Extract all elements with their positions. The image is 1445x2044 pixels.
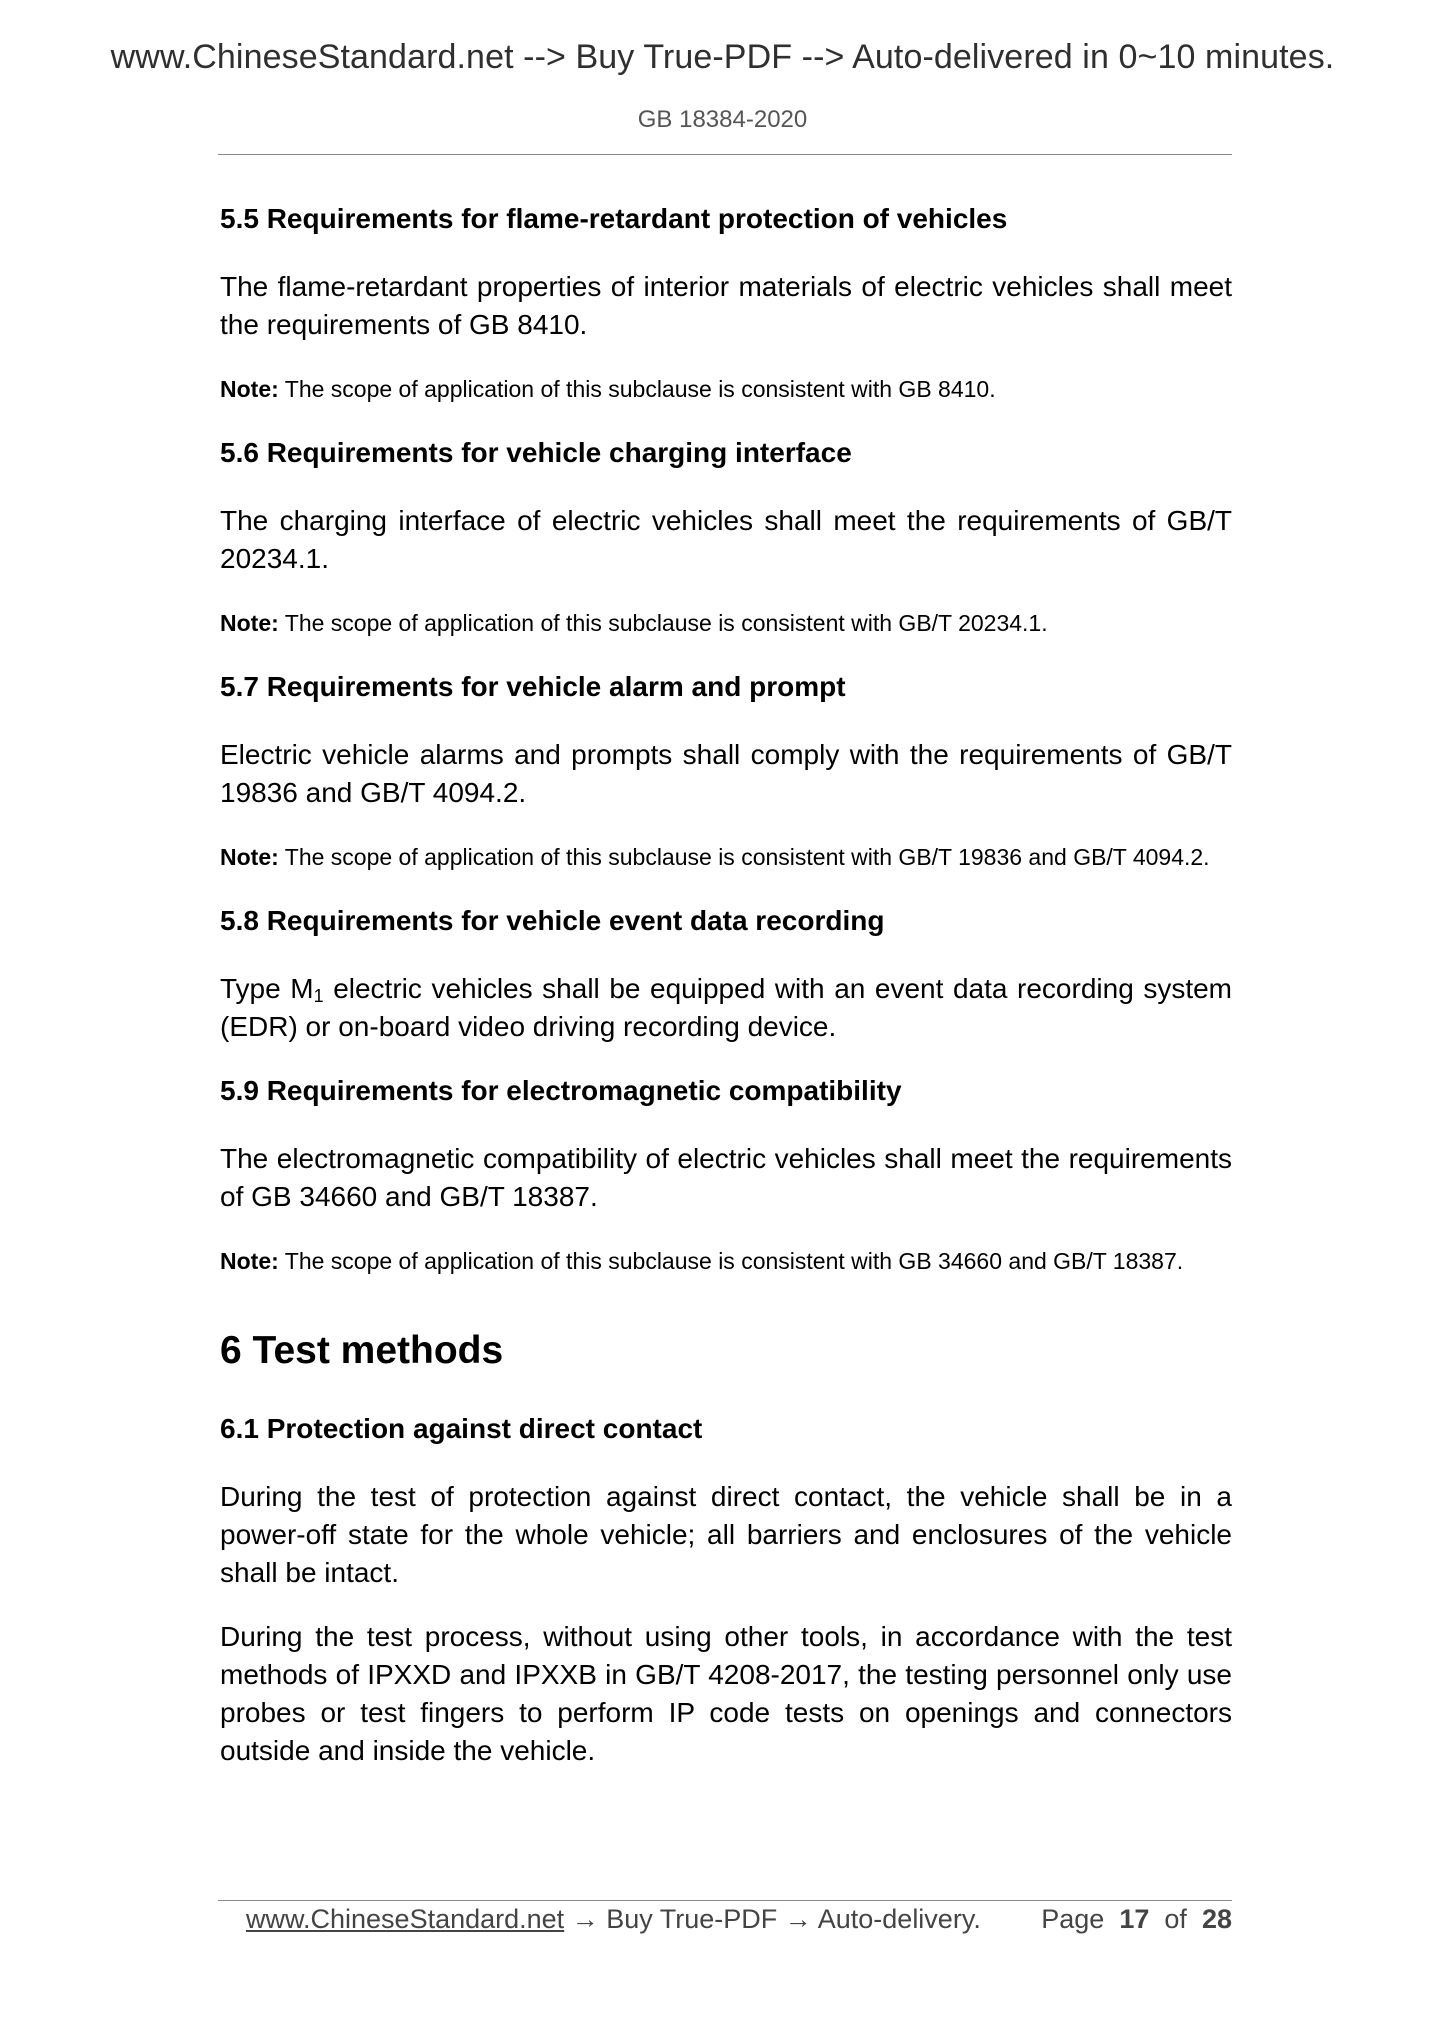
document-code: GB 18384-2020 [637,106,808,133]
paragraph-6-1-a: During the test of protection against direct contact, the vehicle shall be in a power-off state for the whole vehicle; all barriers and enclosures of the vehicle shall be intact. [220,1481,1232,1588]
footer-divider [218,1900,1232,1901]
heading-5-5: 5.5 Requirements for flame-retardant protection of vehicles [220,203,1008,234]
paragraph-5-8-text: electric vehicles shall be equipped with an event data recording system (EDR) or on-board video driving recording device. [220,973,1233,1042]
current-page-number: 17 [1119,1904,1150,1934]
paragraph-5-9: The electromagnetic compatibility of electric vehicles shall meet the requirements of GB 34660 and GB/T 18387. [220,1143,1232,1212]
footer-site-link[interactable]: www.ChineseStandard.net [246,1904,565,1934]
paragraph-6-1-b: During the test process, without using other tools, in accordance with the test methods of IPXXD and IPXXB in GB/T 4208-2017, the testing personnel only use probes or test fingers to perform IP code tests on openings and connectors outside and inside the vehicle. [220,1621,1232,1766]
document-body [220,200,1232,1796]
note-text: The scope of application of this subclause is consistent with GB 8410. [284,376,996,402]
vehicle-type-text: Type M [220,973,314,1004]
footer-promo [246,1904,981,1935]
note-label: Note: [220,1248,279,1274]
note-label: Note: [220,610,279,636]
note-5-9 [220,1242,1232,1280]
header-divider [218,154,1232,155]
heading-5-8: 5.8 Requirements for vehicle event data recording [220,905,885,936]
of-label: of [1164,1904,1187,1934]
site-banner: www.ChineseStandard.net --> Buy True-PDF --> Auto-delivered in 0~10 minutes. [110,38,1335,76]
total-pages-number: 28 [1201,1904,1232,1934]
footer-promo-text: → Buy True-PDF → Auto-delivery. [564,1904,981,1934]
note-5-5 [220,370,1232,408]
note-5-6 [220,604,1232,642]
heading-6-1: 6.1 Protection against direct contact [220,1413,703,1444]
heading-5-9: 5.9 Requirements for electromagnetic compatibility [220,1075,902,1106]
page-label: Page [1041,1904,1105,1934]
note-5-7 [220,838,1232,876]
paragraph-5-6: The charging interface of electric vehicles shall meet the requirements of GB/T 20234.1. [220,505,1232,574]
note-label: Note: [220,844,279,870]
note-label: Note: [220,376,279,402]
vehicle-type-subscript: 1 [313,986,324,1006]
note-text: The scope of application of this subclause is consistent with GB 34660 and GB/T 18387. [284,1248,1184,1274]
page-indicator [1041,1904,1232,1935]
heading-5-7: 5.7 Requirements for vehicle alarm and prompt [220,671,846,702]
heading-5-6: 5.6 Requirements for vehicle charging interface [220,437,852,468]
heading-6: 6 Test methods [220,1329,504,1372]
paragraph-5-8 [220,970,1232,1046]
paragraph-5-5: The flame-retardant properties of interior materials of electric vehicles shall meet the requirements of GB 8410. [220,271,1232,340]
note-text: The scope of application of this subclause is consistent with GB/T 19836 and GB/T 4094.2. [284,844,1210,870]
paragraph-5-7: Electric vehicle alarms and prompts shall comply with the requirements of GB/T 19836 and GB/T 4094.2. [220,739,1232,808]
page-footer [246,1904,1232,1942]
note-text: The scope of application of this subclause is consistent with GB/T 20234.1. [284,610,1048,636]
